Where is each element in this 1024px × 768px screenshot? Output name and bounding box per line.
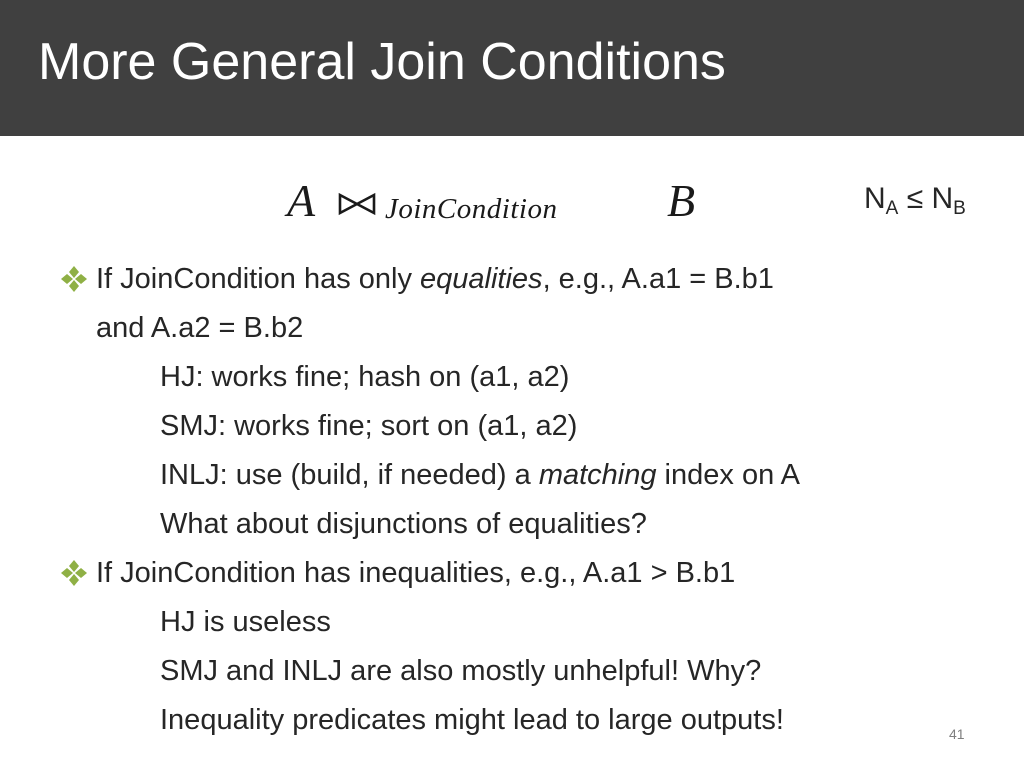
- bullet1-post: , e.g., A.a1 = B.b1: [542, 263, 774, 295]
- bowtie-join-icon: [337, 192, 377, 221]
- bullet1-sub-hj: HJ: works fine; hash on (a1, a2): [160, 361, 570, 393]
- slide-title: More General Join Conditions: [38, 33, 726, 91]
- note-sub1: A: [885, 198, 899, 219]
- note-n1: N: [864, 182, 886, 215]
- page-number: 41: [949, 726, 965, 742]
- bullet2-line: If JoinCondition has inequalities, e.g., A.a1 > B.b1: [96, 557, 736, 589]
- four-diamond-bullet-icon: [60, 265, 88, 293]
- bullet1-line: [96, 265, 774, 294]
- bullet2-sub-outputs: Inequality predicates might lead to large outputs!: [160, 704, 784, 736]
- bullet2-sub-smj-inlj: SMJ and INLJ are also mostly unhelpful! Why?: [160, 655, 762, 687]
- bullet2-sub-hj: HJ is useless: [160, 606, 331, 638]
- bullet1-sub-smj: SMJ: works fine; sort on (a1, a2): [160, 410, 578, 442]
- bullet1-continuation: and A.a2 = B.b2: [96, 312, 304, 344]
- note-n2: N: [931, 182, 954, 215]
- formula-subscript: JoinCondition: [385, 193, 558, 225]
- inlj-post: index on A: [656, 459, 800, 491]
- bullet1-emph: equalities: [420, 263, 543, 295]
- inlj-emph: matching: [538, 459, 657, 491]
- note-op: ≤: [898, 182, 932, 215]
- formula-left-relation: A: [287, 175, 316, 226]
- note-sub2: B: [953, 198, 966, 219]
- bullet1-pre: If JoinCondition has only: [96, 263, 421, 295]
- cardinality-note: [864, 182, 966, 220]
- bullet1-sub-disjunction: What about disjunctions of equalities?: [160, 508, 647, 540]
- four-diamond-bullet-icon: [60, 559, 88, 587]
- formula-right-relation: B: [667, 175, 696, 226]
- bullet1-sub-inlj: [160, 461, 800, 490]
- title-bar: [0, 0, 1024, 136]
- inlj-pre: INLJ: use (build, if needed) a: [160, 459, 539, 491]
